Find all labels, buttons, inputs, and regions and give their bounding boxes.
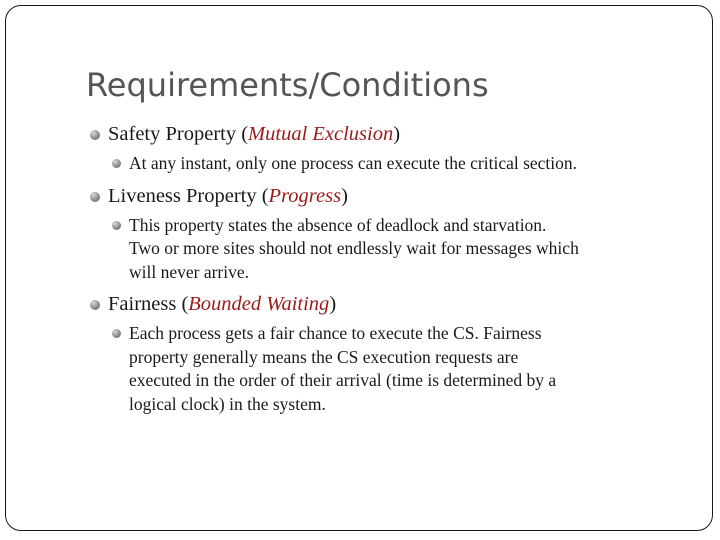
liveness-emphasis: Progress (268, 184, 342, 207)
slide-body (86, 122, 696, 416)
bullet-icon (90, 300, 100, 310)
bullet-liveness-property (86, 184, 696, 208)
fairness-close: ) (329, 293, 337, 315)
safety-close: ) (393, 123, 401, 145)
fairness-emphasis: Bounded Waiting (188, 293, 330, 315)
bullet-icon (90, 192, 100, 202)
safety-description: At any instant, only one process can execute the critical section. (129, 153, 578, 173)
bullet-icon (90, 130, 100, 140)
fairness-line-1: Each process gets a fair chance to execute the CS. Fairness (129, 323, 542, 343)
safety-label: Safety Property ( (108, 123, 249, 145)
liveness-line-3: will never arrive. (129, 261, 250, 282)
bullet-icon (112, 221, 121, 230)
fairness-line-4: logical clock) in the system. (129, 393, 326, 414)
liveness-line-1: This property states the absence of deadlock and starvation. (129, 214, 547, 235)
bullet-safety-property (86, 122, 696, 146)
slide-title: Requirements/Conditions (86, 66, 489, 104)
safety-emphasis: Mutual Exclusion (248, 123, 394, 145)
fairness-line-3: executed in the order of their arrival (time is determined by a (129, 370, 557, 390)
bullet-icon (112, 329, 121, 338)
bullet-icon (112, 159, 121, 168)
liveness-line-2: Two or more sites should not endlessly wait for messages which (129, 238, 579, 258)
sub-bullet-fairness (107, 322, 696, 416)
liveness-close: ) (341, 184, 348, 207)
sub-bullet-safety (107, 152, 696, 176)
slide-frame (5, 5, 713, 531)
liveness-label: Liveness Property ( (108, 184, 269, 207)
sub-bullet-liveness (107, 214, 696, 285)
fairness-label: Fairness ( (108, 293, 189, 315)
bullet-fairness (86, 292, 696, 316)
fairness-line-2: property generally means the CS execution requests are (129, 346, 519, 367)
